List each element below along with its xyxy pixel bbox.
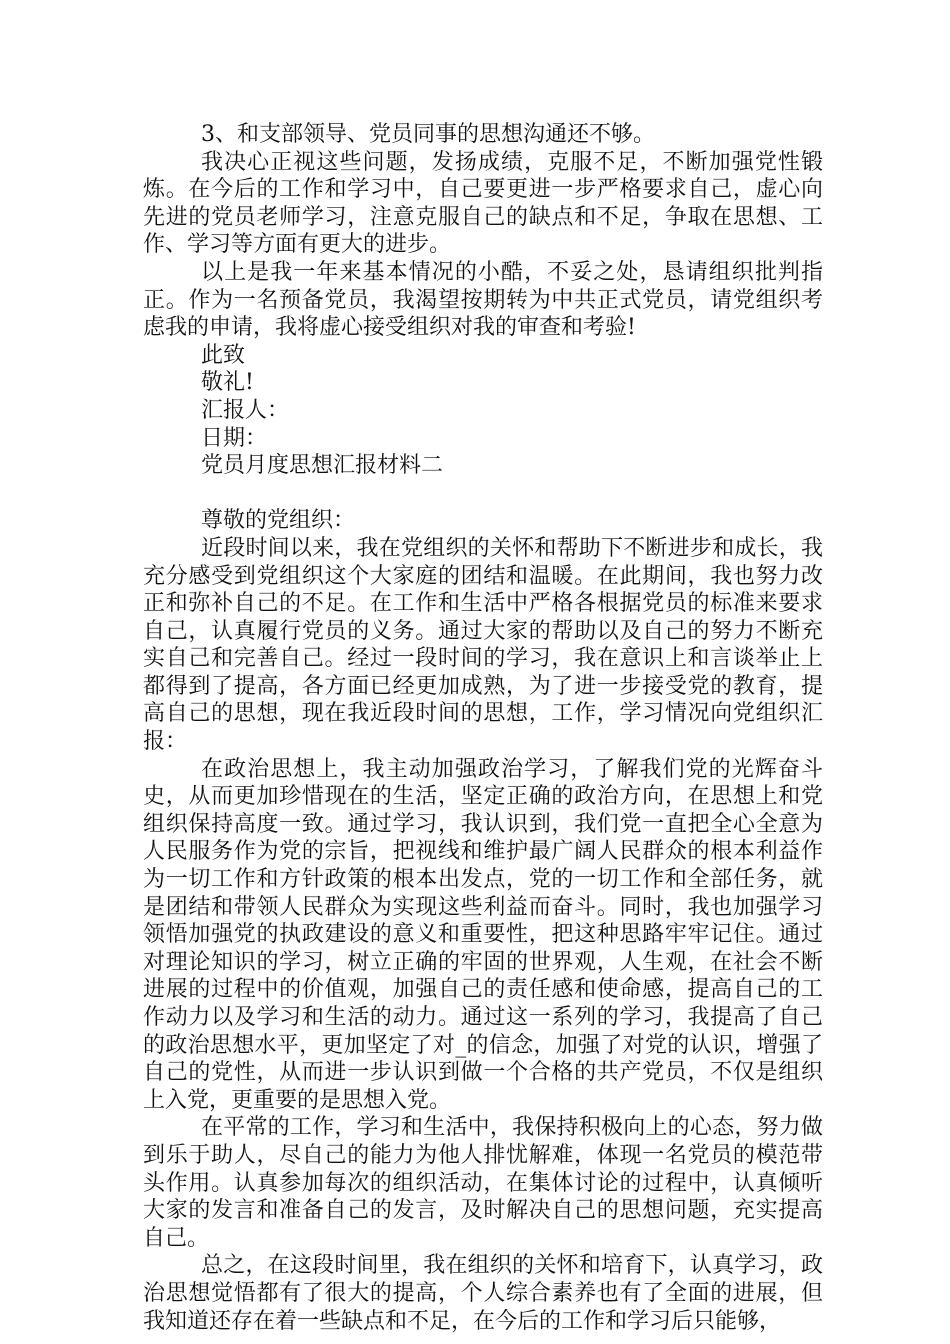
blank-line — [143, 480, 823, 508]
closing-paragraph: 以上是我一年来基本情况的小酷，不妥之处，恳请组织批判指正。作为一名预备党员，我渴望按期转为中共正式党员，请党组织考虑我的申请，我将虚心接受组织对我的审查和考验! — [143, 259, 823, 341]
section-title: 党员月度思想汇报材料二 — [201, 453, 444, 479]
document-body — [143, 121, 823, 1335]
date-line: 日期： — [201, 425, 268, 451]
reporter-line: 汇报人： — [201, 397, 290, 423]
greeting: 尊敬的党组织： — [201, 508, 356, 534]
resolution-paragraph: 我决心正视这些问题，发扬成绩，克服不足，不断加强党性锻炼。在今后的工作和学习中，自己要更进一步严格要求自己，虚心向先进的党员老师学习，注意克服自己的缺点和不足，争取在思想、工作、学习等方面有更大的进步。 — [143, 149, 823, 258]
salutation-jingli: 敬礼! — [201, 370, 254, 396]
list-item-3: 3、和支部领导、党员同事的思想沟通还不够。 — [201, 122, 655, 147]
salutation-cizhi: 此致 — [201, 342, 246, 368]
body-paragraph-daily: 在平常的工作，学习和生活中，我保持积极向上的心态，努力做到乐于助人，尽自己的能力为他人排忧解难，体现一名党员的模范带头作用。认真参加每次的组织活动，在集体讨论的过程中，认真倾听大家的发言和准备自己的发言，及时解决自己的思想问题，充实提高自己。 — [143, 1115, 823, 1251]
body-paragraph-political: 在政治思想上，我主动加强政治学习，了解我们党的光辉奋斗史，从而更加珍惜现在的生活，坚定正确的政治方向，在思想上和党组织保持高度一致。通过学习，我认识到，我们党一直把全心全意为人民服务作为党的宗旨，把视线和维护最广阔人民群众的根本利益作为一切工作和方针政策的根本出发点，党的一切工作和全部任务，就是团结和带领人民群众为实现这些利益而奋斗。同时，我也加强学习领悟加强党的执政建设的意义和重要性，把这种思路牢牢记住。通过对理论知识的学习，树立正确的牢固的世界观，人生观，在社会不断进展的过程中的价值观，加强自己的责任感和使命感，提高自己的工作动力以及学习和生活的动力。通过这一系列的学习，我提高了自己的政治思想水平，更加坚定了对_的信念，加强了对党的认识，增强了自己的党性，从而进一步认识到做一个合格的共产党员，不仅是组织上入党，更重要的是思想入党。 — [143, 756, 823, 1113]
body-paragraph-intro: 近段时间以来，我在党组织的关怀和帮助下不断进步和成长，我充分感受到党组织这个大家庭的团结和温暖。在此期间，我也努力改正和弥补自己的不足。在工作和生活中严格各根据党员的标准来要求自己，认真履行党员的义务。通过大家的帮助以及自己的努力不断充实自己和完善自己。经过一段时间的学习，我在意识上和言谈举止上都得到了提高，各方面已经更加成熟，为了进一步接受党的教育，提高自己的思想，现在我近段时间的思想，工作，学习情况向党组织汇报： — [143, 535, 823, 755]
body-paragraph-summary: 总之，在这段时间里，我在组织的关怀和培育下，认真学习，政治思想觉悟都有了很大的提高，个人综合素养也有了全面的进展，但我知道还存在着一些缺点和不足，在今后的工作和学习后只能够， — [143, 1253, 823, 1334]
